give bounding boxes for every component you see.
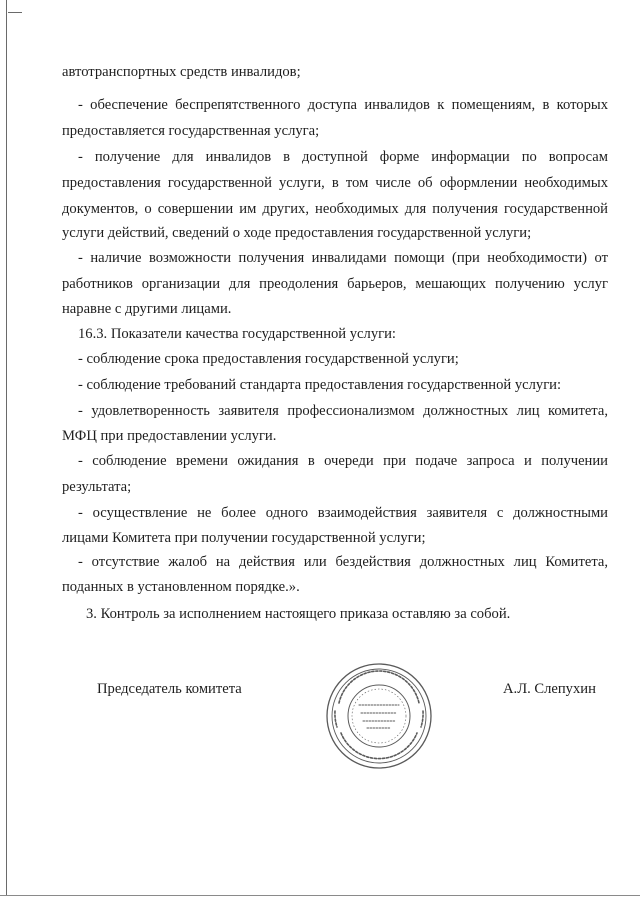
text-line: - получение для инвалидов в доступной форме информации по вопросам (78, 149, 608, 165)
text-line: предоставления государственной услуги, в том числе об оформлении необходимых (62, 175, 608, 191)
text-line: - соблюдение требований стандарта предоставления государственной услуги: (78, 377, 562, 393)
text-line: автотранспортных средств инвалидов; (62, 64, 301, 80)
text-line: поданных в установленном порядке.». (62, 579, 300, 595)
signature-name: А.Л. Слепухин (503, 681, 596, 697)
signature-role: Председатель комитета (97, 681, 242, 697)
scan-border-left (6, 0, 7, 895)
text-line: МФЦ при предоставлении услуги. (62, 428, 277, 444)
text-line: - обеспечение беспрепятственного доступа инвалидов к помещениям, в которых (78, 97, 608, 113)
official-seal-stamp (323, 661, 435, 771)
text-line: результата; (62, 479, 132, 495)
text-line: наравне с другими лицами. (62, 301, 232, 317)
scan-border-bottom (0, 895, 640, 896)
text-line: лицами Комитета при получении государственной услуги; (62, 530, 426, 546)
text-line: услуги действий, сведений о ходе предоставления государственной услуги; (62, 225, 532, 241)
text-line: - соблюдение срока предоставления государственной услуги; (78, 351, 459, 367)
text-line: - удовлетворенность заявителя профессионализмом должностных лиц комитета, (78, 403, 608, 419)
scan-mark-top (8, 12, 22, 13)
text-line: - осуществление не более одного взаимодействия заявителя с должностными (78, 505, 608, 521)
text-line: - отсутствие жалоб на действия или бездействия должностных лиц Комитета, (78, 554, 608, 570)
text-line: предоставляется государственная услуга; (62, 123, 320, 139)
section-heading: 16.3. Показатели качества государственной услуги: (78, 326, 396, 342)
text-line: - соблюдение времени ожидания в очереди при подаче запроса и получении (78, 453, 608, 469)
text-line: работников организации для преодоления барьеров, мешающих получению услуг (62, 276, 608, 292)
text-line: документов, о совершении им других, необходимых для получения государственной (62, 201, 608, 217)
text-line: - наличие возможности получения инвалидами помощи (при необходимости) от (78, 250, 608, 266)
text-line: 3. Контроль за исполнением настоящего приказа оставляю за собой. (86, 606, 511, 622)
